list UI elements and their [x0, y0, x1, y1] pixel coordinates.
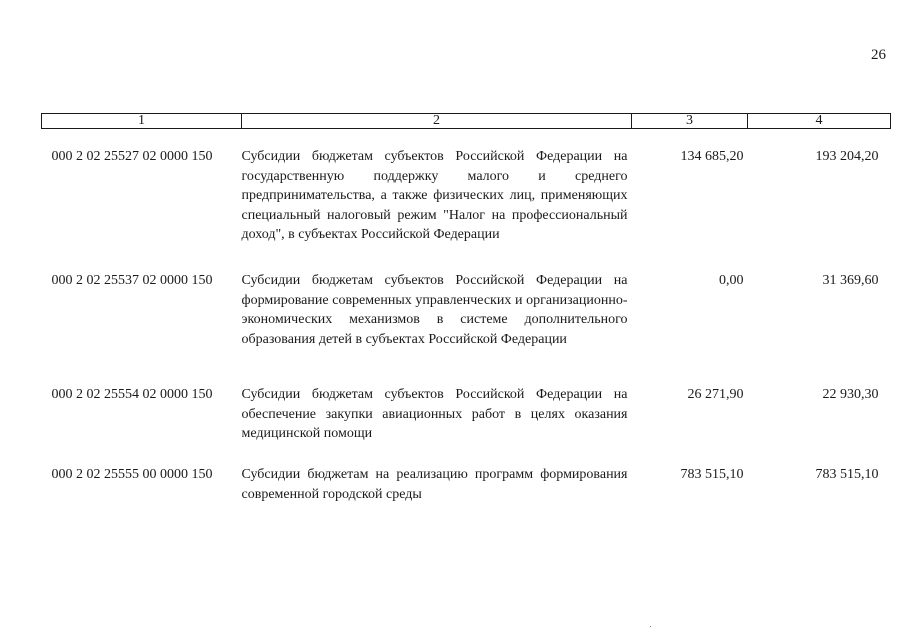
row-value-col4: 783 515,10: [815, 467, 879, 482]
header-col-1: 1: [42, 114, 242, 129]
scan-speck: [650, 626, 651, 627]
budget-table: [41, 113, 891, 505]
row-description: Субсидии бюджетам на реализацию программ формирования современной городской среды: [241, 467, 628, 502]
row-code: 000 2 02 25554 02 0000 150: [51, 387, 213, 402]
table-body: [42, 129, 891, 506]
header-col-4: 4: [748, 114, 891, 129]
row-value-col3: 134 685,20: [680, 149, 744, 164]
row-value-col3: 0,00: [719, 273, 744, 288]
row-description: Субсидии бюджетам субъектов Российской Федерации на формирование современных управленческих и организационно-экономических механизмов в системе дополнительного образования детей в субъектах Российской Федерации: [241, 273, 628, 347]
header-col-3: 3: [632, 114, 748, 129]
table-row: [42, 385, 891, 465]
row-value-col3: 783 515,10: [680, 467, 744, 482]
row-code: 000 2 02 25527 02 0000 150: [51, 149, 213, 164]
table-row: [42, 129, 891, 272]
row-code: 000 2 02 25555 00 0000 150: [51, 467, 213, 482]
row-value-col3: 26 271,90: [687, 387, 744, 402]
row-value-col4: 31 369,60: [822, 273, 879, 288]
row-description: Субсидии бюджетам субъектов Российской Федерации на обеспечение закупки авиационных работ в целях оказания медицинской помощи: [241, 387, 628, 441]
row-description: Субсидии бюджетам субъектов Российской Федерации на государственную поддержку малого и среднего предпринимательства, а также физических лиц, применяющих специальный налоговый режим "Налог на профессиональный доход", в субъектах Российской Федерации: [241, 149, 628, 242]
header-col-2: 2: [242, 114, 632, 129]
table-row: [42, 271, 891, 385]
table-row: [42, 465, 891, 505]
header-row: [42, 114, 891, 129]
row-code: 000 2 02 25537 02 0000 150: [51, 273, 213, 288]
row-value-col4: 193 204,20: [815, 149, 879, 164]
table-header: [42, 114, 891, 129]
row-value-col4: 22 930,30: [822, 387, 879, 402]
page-number: 26: [871, 47, 886, 63]
